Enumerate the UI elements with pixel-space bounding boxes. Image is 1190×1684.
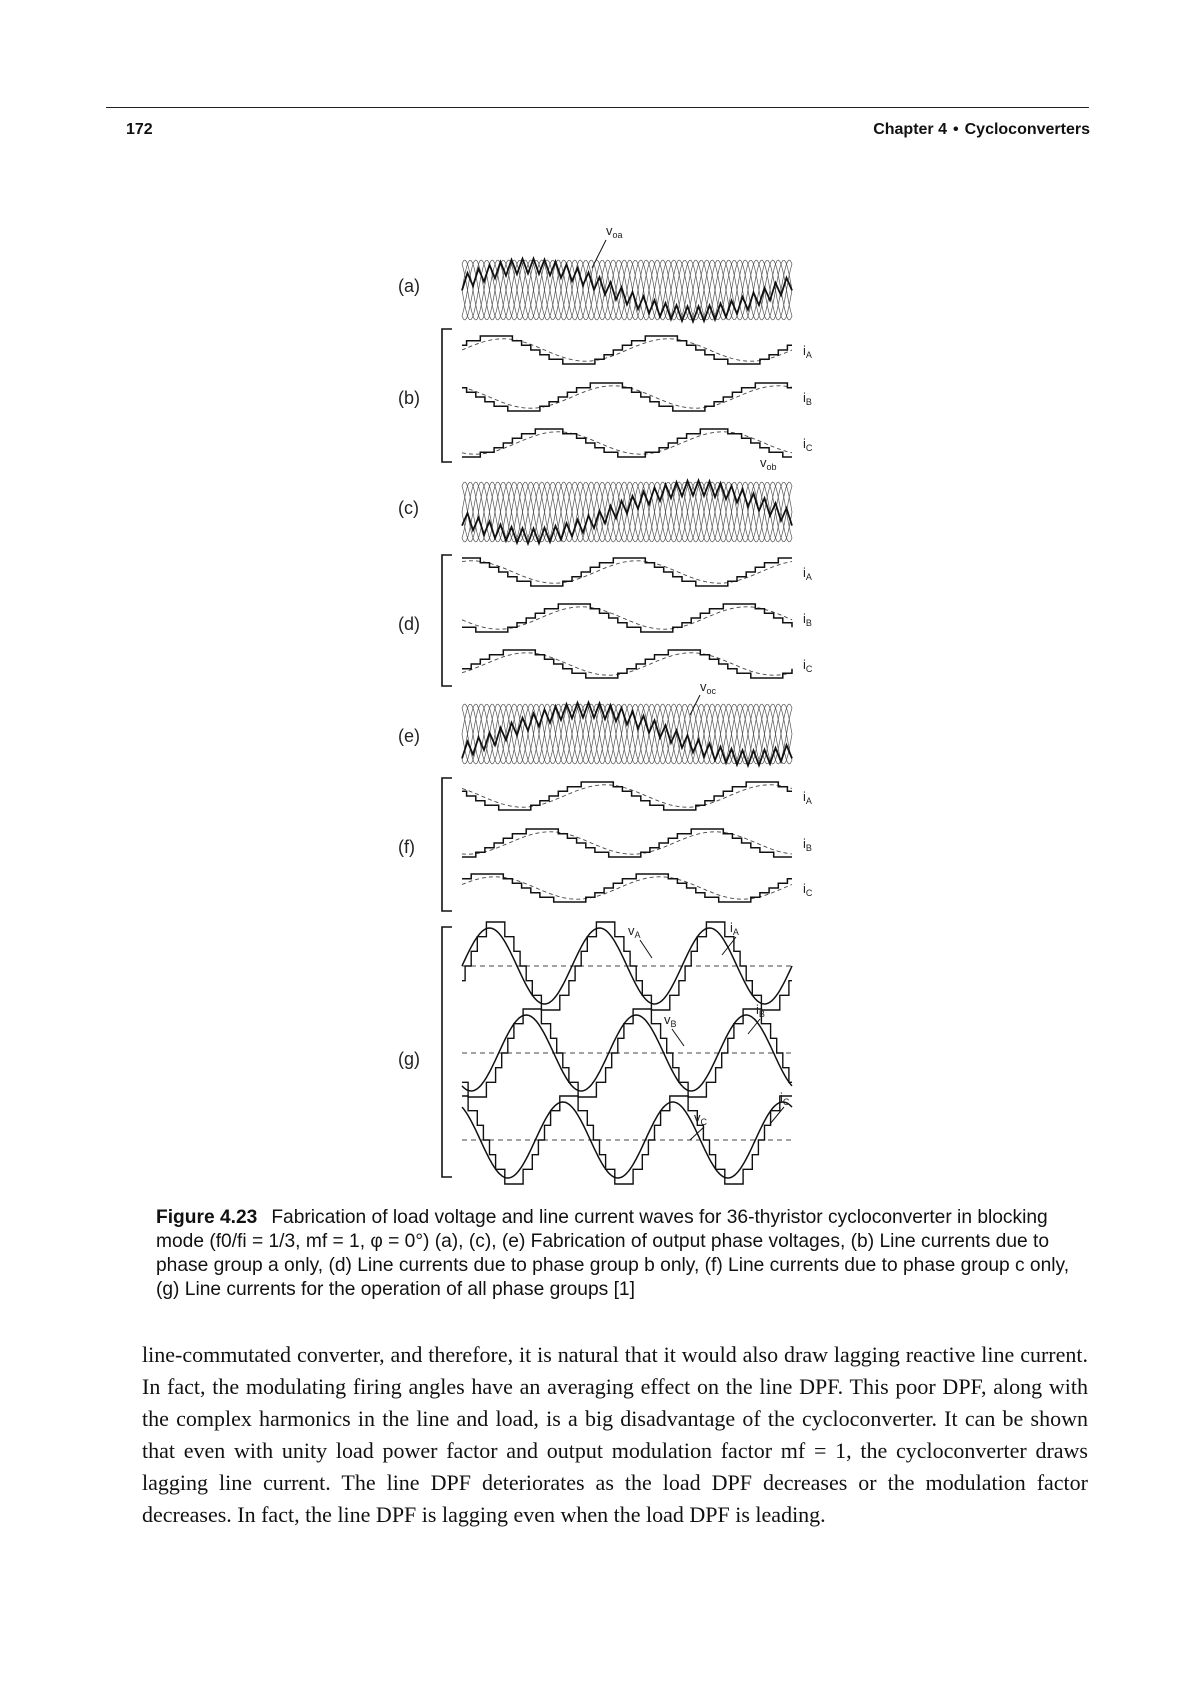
page-number: 172 bbox=[126, 121, 153, 138]
chapter-title: Cycloconverters bbox=[964, 121, 1090, 138]
label-b-A: $i_A$ bbox=[803, 343, 812, 360]
panel-b-trace-1-ref bbox=[462, 386, 792, 408]
bracket-d bbox=[442, 555, 452, 686]
label-vob: $v_{ob}$ bbox=[760, 455, 777, 472]
panel-d-trace-0-wave bbox=[462, 558, 792, 586]
pointer-g-vC bbox=[690, 1127, 704, 1140]
label-d-C: $i_C$ bbox=[803, 657, 813, 674]
label-f-A: $i_A$ bbox=[803, 789, 812, 806]
panel-f-trace-1-wave bbox=[462, 829, 792, 857]
label-d-B: $i_B$ bbox=[803, 611, 812, 628]
panel-b-trace-0-ref bbox=[462, 339, 792, 361]
panel-b-trace-2-wave bbox=[462, 429, 792, 457]
panel-b-trace-0-wave bbox=[462, 336, 792, 364]
pointer-g-iB bbox=[748, 1019, 760, 1034]
bracket-b bbox=[442, 329, 452, 462]
panel-f-trace-2-ref bbox=[462, 877, 792, 899]
label-voa: $v_{oa}$ bbox=[606, 223, 623, 240]
label-f-B: $i_B$ bbox=[803, 836, 812, 853]
header-bullet: • bbox=[953, 121, 959, 138]
panel-e-mesh-3 bbox=[462, 704, 792, 763]
panel-label-d: (d) bbox=[398, 614, 420, 634]
label-g-iA: $i_A$ bbox=[730, 920, 739, 937]
label-g-iB: $i_B$ bbox=[756, 1002, 765, 1019]
panel-d-trace-1-wave bbox=[462, 604, 792, 632]
caption-text: Fabrication of load voltage and line current waves for 36-thyristor cycloconverter in blocking mode (f0/fi = 1/3, mf = 1, φ = 0°) (a), (c), (e) Fabrication of output phase voltages, (b) Line currents due to phase group a only, (d) Line currents due to phase group b only, (f) Line currents due to phase group c only, (g) Line currents for the operation of all phase groups [1] bbox=[156, 1207, 1070, 1300]
panel-f-trace-2-wave bbox=[462, 874, 792, 902]
body-paragraph: line-commutated converter, and therefore, it is natural that it would also draw lagging reactive line current. In fact, the modulating firing angles have an averaging effect on the line DPF. This poor DPF, along with the complex harmonics in the line and load, is a big disadvantage of the cycloconverter. It can be shown that even with unity load power factor and output modulation factor mf = 1, the cycloconverter draws lagging line current. The line DPF deteriorates as the load DPF decreases or the modulation factor decreases. In fact, the line DPF is lagging even when the load DPF is leading. bbox=[142, 1342, 1088, 1527]
panel-label-b: (b) bbox=[398, 388, 420, 408]
panel-d-trace-0-ref bbox=[462, 561, 792, 583]
pointer-g-vB bbox=[672, 1029, 684, 1046]
panel-label-f: (f) bbox=[398, 837, 415, 857]
label-g-vC: $v_C$ bbox=[694, 1110, 707, 1127]
chapter-number: Chapter 4 bbox=[873, 121, 947, 138]
panel-label-c: (c) bbox=[398, 498, 419, 518]
panel-label-a: (a) bbox=[398, 276, 420, 296]
bracket-f bbox=[442, 778, 452, 911]
figure-label: Figure 4.23 bbox=[156, 1207, 258, 1228]
panel-a-mesh-3 bbox=[462, 260, 792, 319]
panel-label-g: (g) bbox=[398, 1049, 420, 1069]
bracket-g bbox=[442, 927, 452, 1177]
label-g-vA: $v_A$ bbox=[628, 923, 641, 940]
pointer-g-vA bbox=[640, 940, 652, 958]
label-g-vB: $v_B$ bbox=[664, 1012, 677, 1029]
label-d-A: $i_A$ bbox=[803, 565, 812, 582]
figure-caption bbox=[156, 1206, 1086, 1302]
label-b-B: $i_B$ bbox=[803, 390, 812, 407]
label-b-C: $i_C$ bbox=[803, 436, 813, 453]
panel-b-trace-1-wave bbox=[462, 383, 792, 411]
label-voc: $v_{oc}$ bbox=[700, 679, 717, 696]
label-f-C: $i_C$ bbox=[803, 881, 813, 898]
label-g-iC: $i_C$ bbox=[780, 1090, 790, 1107]
panel-label-e: (e) bbox=[398, 726, 420, 746]
panel-f-trace-0-ref bbox=[462, 785, 792, 807]
